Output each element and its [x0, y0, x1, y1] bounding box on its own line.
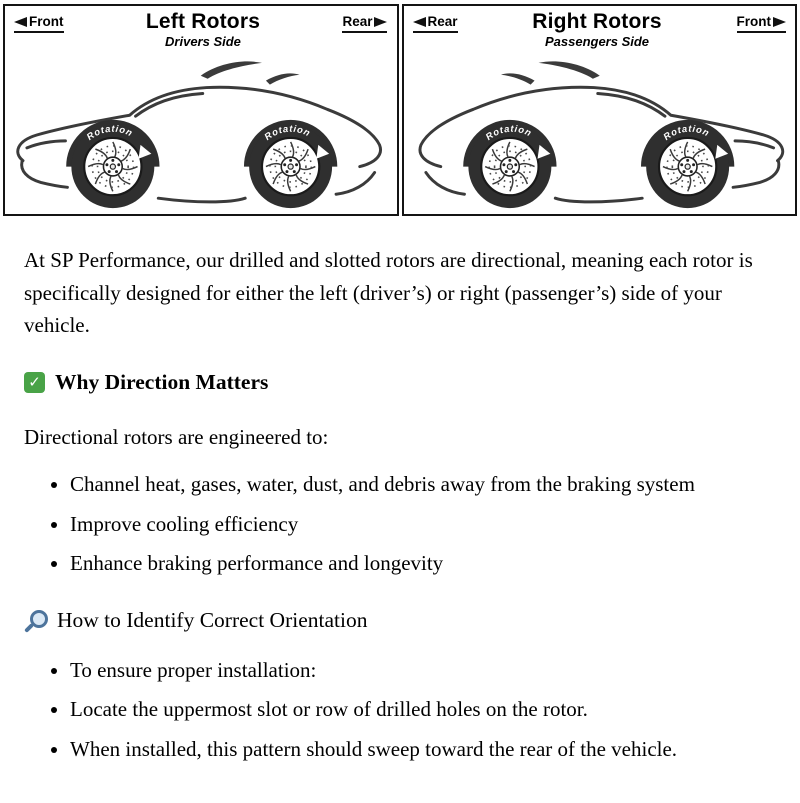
front-direction-label — [14, 14, 64, 33]
identify-orientation-heading — [24, 608, 774, 633]
rotor-direction-diagram — [0, 0, 800, 216]
bullet-item: • When installed, this pattern should sweep toward the rear of the vehicle. — [70, 734, 770, 766]
panel-subtitle: Drivers Side — [165, 34, 241, 49]
magnifier-handle — [24, 623, 34, 633]
direction-text: Rear — [427, 14, 458, 29]
right-car-illustration — [404, 54, 796, 214]
direction-text: Front — [29, 14, 64, 29]
rotation-label: Rotation — [262, 123, 313, 143]
left-car-illustration — [5, 54, 397, 214]
car-body-mirrored — [419, 61, 782, 208]
left-arrow-icon — [413, 17, 426, 27]
heading-text: Why Direction Matters — [55, 369, 269, 394]
benefits-list — [24, 469, 774, 580]
rear-direction-label — [342, 14, 387, 33]
front-direction-label — [737, 14, 787, 33]
rotation-label: Rotation — [483, 123, 534, 143]
left-panel-header — [5, 6, 397, 49]
bullet-item: • Improve cooling efficiency — [70, 509, 770, 541]
bullet-item: • To ensure proper installation: — [70, 655, 770, 687]
rear-direction-label — [413, 14, 458, 33]
right-arrow-icon — [773, 17, 786, 27]
right-rotors-panel — [402, 4, 798, 216]
panel-title: Right Rotors — [532, 10, 662, 33]
engineered-lead: Directional rotors are engineered to: — [24, 424, 329, 449]
orientation-list — [24, 655, 774, 766]
check-icon: ✓ — [24, 372, 45, 393]
panel-subtitle: Passengers Side — [544, 34, 650, 49]
direction-text: Rear — [342, 14, 373, 29]
right-panel-header — [404, 6, 796, 49]
car-body — [18, 61, 381, 208]
heading-text: How to Identify Correct Orientation — [57, 607, 368, 632]
rotation-label: Rotation — [84, 123, 135, 143]
why-direction-heading — [24, 370, 774, 395]
direction-text: Front — [736, 14, 771, 29]
right-panel-titles — [532, 10, 662, 49]
article-body — [0, 216, 800, 803]
bullet-item: • Locate the uppermost slot or row of drilled holes on the rotor. — [70, 694, 770, 726]
bullet-item: • Enhance braking performance and longevity — [70, 548, 770, 580]
left-panel-titles — [146, 10, 260, 49]
panel-title: Left Rotors — [145, 10, 261, 33]
intro-paragraph: At SP Performance, our drilled and slotted rotors are directional, meaning each rotor is specifically designed for either the left (driver’s) or right (passenger’s) side of your vehicle. — [24, 248, 753, 338]
bullet-item: • Channel heat, gases, water, dust, and debris away from the braking system — [70, 469, 770, 501]
magnifier-icon — [24, 609, 47, 632]
right-arrow-icon — [374, 17, 387, 27]
left-arrow-icon — [14, 17, 27, 27]
rotation-label: Rotation — [661, 123, 711, 143]
left-rotors-panel — [3, 4, 399, 216]
